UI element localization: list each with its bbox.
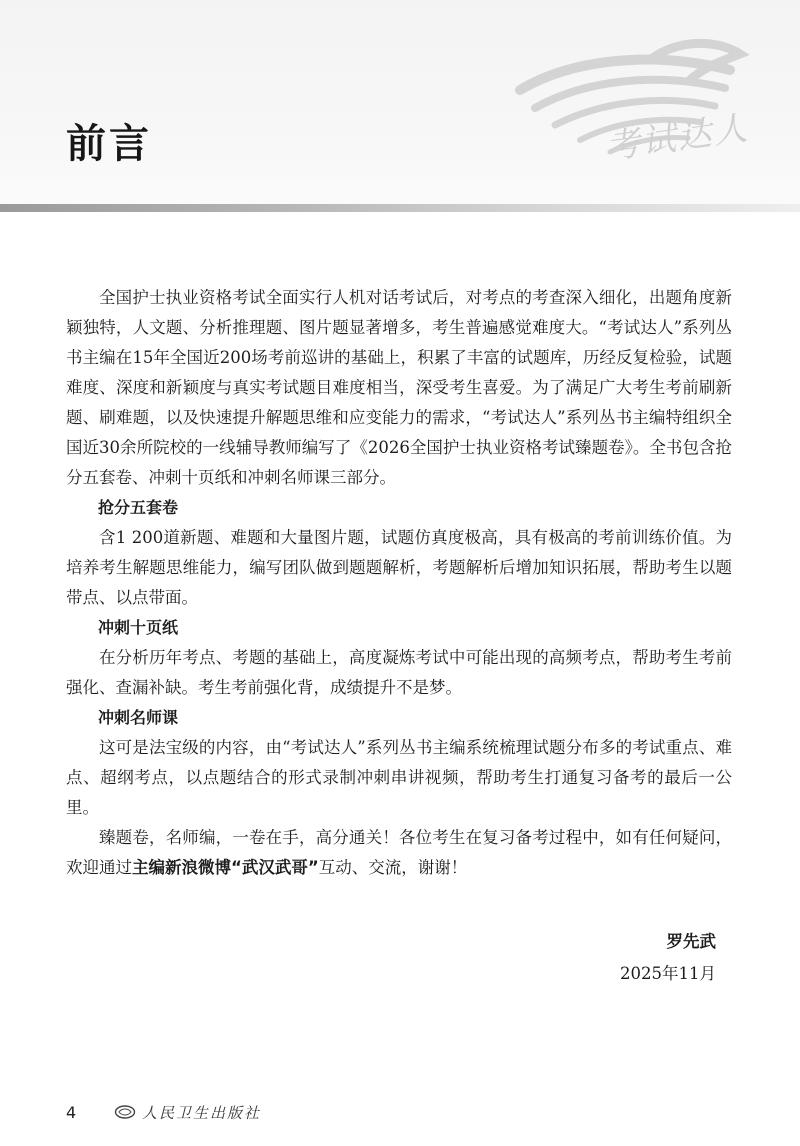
section-paragraph: 这可是法宝级的内容，由“考试达人”系列丛书主编系统梳理试题分布多的考试重点、难点、超纲考点，以点题结合的形式录制冲刺串讲视频，帮助考生打通复习备考的最后一公里。	[66, 738, 732, 817]
preface-body	[66, 283, 732, 883]
closing-end: 互动、交流，谢谢！	[318, 858, 468, 877]
closing-paragraph	[66, 823, 732, 883]
section-heading: 冲刺名师课	[98, 708, 179, 727]
author-name: 罗先武	[666, 932, 716, 951]
publisher-name: 人民卫生出版社	[142, 1103, 262, 1122]
weibo-handle: 主编新浪微博“武汉武哥”	[132, 858, 319, 877]
section-paragraph: 含1 200道新题、难题和大量图片题，试题仿真度极高，具有极高的考前训练价值。为培养考生解题思维能力，编写团队做到题题解析，考题解析后增加知识拓展，帮助考生以题带点、以点带面。	[66, 528, 732, 607]
intro-paragraph: 全国护士执业资格考试全面实行人机对话考试后，对考点的考查深入细化，出题角度新颖独特，人文题、分析推理题、图片题显著增多，考生普遍感觉难度大。“考试达人”系列丛书主编在15年全国近200场考前巡讲的基础上，积累了丰富的试题库，历经反复检验，试题难度、深度和新颖度与真实考试题目难度相当，深受考生喜爱。为了满足广大考生考前刷新题、刷难题，以及快速提升解题思维和应变能力的需求，“考试达人”系列丛书主编特组织全国近30余所院校的一线辅导教师编写了《2026全国护士执业资格考试臻题卷》。全书包含抢分五套卷、冲刺十页纸和冲刺名师课三部分。	[66, 288, 732, 487]
page-title: 前言	[66, 121, 152, 167]
signature-date: 2025年11月	[620, 964, 716, 983]
page-footer	[66, 1100, 261, 1124]
section-heading: 冲刺十页纸	[98, 618, 179, 637]
closing-text: 臻题卷，名师编，一卷在手，高分通关！各位考生在复习备考过程中，如有任何疑问，欢迎通过	[66, 828, 732, 877]
publisher-logo-icon	[114, 1104, 136, 1120]
header-rule	[0, 204, 800, 212]
section-heading: 抢分五套卷	[98, 498, 179, 517]
logo-text: 考试达人	[603, 108, 752, 168]
publisher-mark	[114, 1102, 261, 1123]
page-number: 4	[66, 1102, 77, 1122]
section-paragraph: 在分析历年考点、考题的基础上，高度凝炼考试中可能出现的高频考点，帮助考生考前强化、查漏补缺。考生考前强化背，成绩提升不是梦。	[66, 648, 732, 697]
